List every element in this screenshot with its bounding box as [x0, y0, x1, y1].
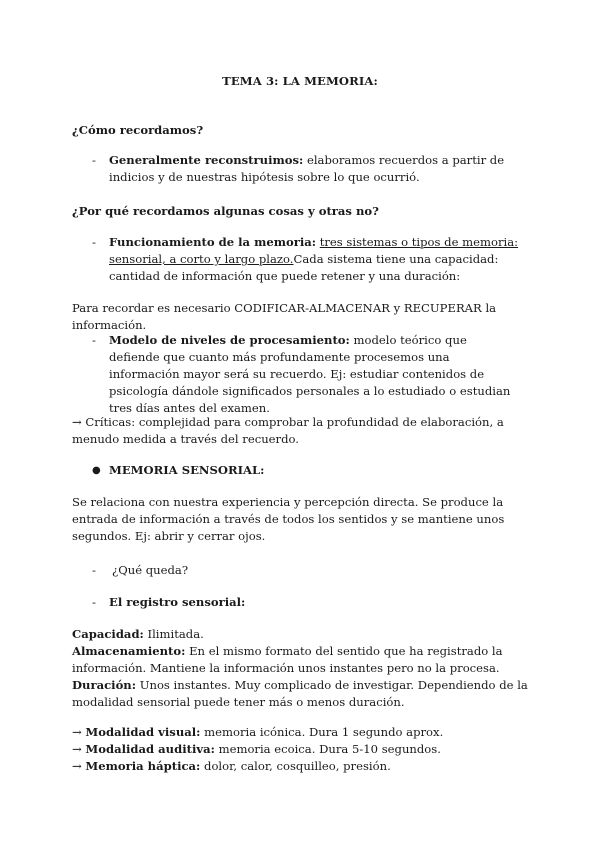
term-description: Cada sistema tiene una capacidad: cantidad de información que puede retener y una duración: — [109, 252, 499, 283]
list-item-text: ¿Qué queda? — [112, 563, 189, 577]
arrow-icon: → — [72, 759, 86, 773]
list-item-text — [109, 332, 520, 417]
modality-item — [72, 724, 532, 741]
definition-list — [72, 626, 532, 711]
definition-label: Almacenamiento: — [72, 644, 186, 658]
term-description: elaboramos recuerdos a partir de indicios y de nuestras hipótesis sobre lo que ocurrió. — [109, 153, 505, 184]
definition-text: En el mismo formato del sentido que ha registrado la información. Mantiene la información unos instantes pero no la procesa. — [72, 644, 503, 675]
list-item — [92, 562, 520, 579]
modality-item — [72, 758, 532, 775]
criticism-paragraph: → Críticas: complejidad para comprobar la profundidad de elaboración, a menudo medida a través del recuerdo. — [72, 415, 504, 446]
dash-marker: - — [92, 595, 96, 609]
dash-marker: - — [92, 235, 96, 249]
section-heading — [92, 462, 512, 479]
definition-capacidad — [72, 626, 532, 643]
term-description: modelo teórico que defiende que cuanto más profundamente procesemos una información mayor será su recuerdo. Ej: estudiar contenidos de psicología dándole significados personales a lo estudiado o estudian tres días antes del examen. — [109, 333, 511, 415]
arrow-icon: → — [72, 742, 86, 756]
modality-label: Modalidad visual: — [85, 725, 201, 739]
term-label: Funcionamiento de la memoria: — [109, 235, 317, 249]
modality-item — [72, 741, 532, 758]
modality-text: memoria icónica. Dura 1 segundo aprox. — [200, 725, 444, 739]
modality-label: Memoria háptica: — [85, 759, 201, 773]
definition-label: Duración: — [72, 678, 137, 692]
modality-text: memoria ecoica. Dura 5-10 segundos. — [214, 742, 441, 756]
modality-text: dolor, calor, cosquilleo, presión. — [200, 759, 391, 773]
list-item — [92, 594, 520, 611]
modality-list — [72, 724, 532, 775]
list-item — [92, 152, 520, 186]
modality-label: Modalidad auditiva: — [85, 742, 215, 756]
definition-duracion — [72, 677, 532, 711]
paragraph: Para recordar es necesario CODIFICAR-ALMACENAR y RECUPERAR la información. — [72, 301, 497, 332]
definition-almacenamiento — [72, 643, 532, 677]
page-title: TEMA 3: LA MEMORIA: — [222, 74, 378, 88]
question-heading: ¿Por qué recordamos algunas cosas y otras no? — [72, 204, 379, 218]
list-item — [92, 332, 520, 417]
underlined-text: tres sistemas o tipos de memoria: sensorial, a corto y largo plazo. — [109, 235, 519, 266]
dash-marker: - — [92, 563, 96, 577]
definition-text: Ilimitada. — [143, 627, 204, 641]
list-item-text — [109, 152, 520, 186]
list-item-text: El registro sensorial: — [109, 595, 246, 609]
list-item — [92, 234, 520, 285]
section-heading-text: MEMORIA SENSORIAL: — [109, 463, 265, 477]
definition-text: Unos instantes. Muy complicado de investigar. Dependiendo de la modalidad sensorial puede tener más o menos duración. — [72, 678, 528, 709]
question-heading: ¿Cómo recordamos? — [72, 123, 204, 137]
term-label: Modelo de niveles de procesamiento: — [109, 333, 350, 347]
arrow-icon: → — [72, 725, 86, 739]
dash-marker: - — [92, 333, 96, 347]
list-item-text — [109, 234, 520, 285]
bullet-marker: ● — [92, 465, 101, 476]
paragraph: Se relaciona con nuestra experiencia y percepción directa. Se produce la entrada de información a través de todos los sentidos y se mantiene unos segundos. Ej: abrir y cerrar ojos. — [72, 495, 505, 543]
dash-marker: - — [92, 153, 96, 167]
definition-label: Capacidad: — [72, 627, 144, 641]
term-label: Generalmente reconstruimos: — [109, 153, 304, 167]
